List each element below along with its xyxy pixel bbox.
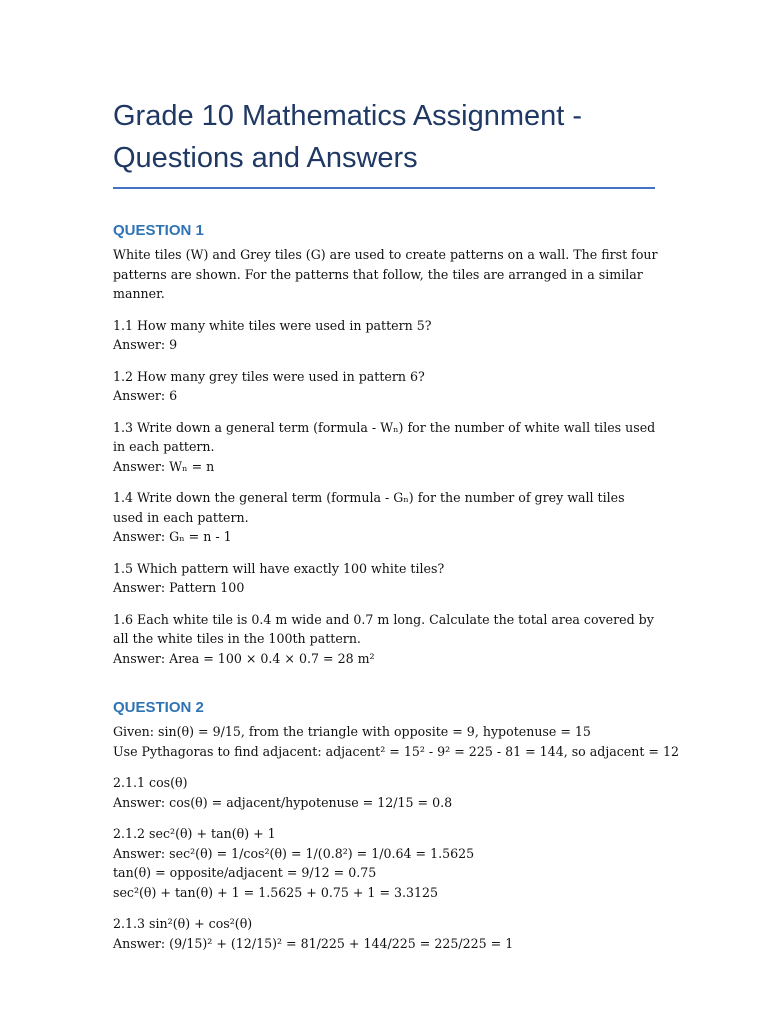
answer-text: sec²(θ) + tan(θ) + 1 = 1.5625 + 0.75 + 1 = 3.3125 (113, 884, 439, 900)
question-1-section (113, 221, 658, 668)
question-text: 1.3 Write down a general term (formula - Wₙ) for the number of white wall tiles used in each pattern. (113, 419, 656, 454)
answer-text: Answer: 6 (113, 388, 178, 403)
question-text: 2.1.1 cos(θ) (113, 775, 188, 790)
answer-text: Answer: Area = 100 × 0.4 × 0.7 = 28 m² (113, 650, 375, 666)
question-text: 1.2 How many grey tiles were used in pattern 6? (113, 368, 425, 384)
document-content (113, 95, 680, 953)
question-text: 1.1 How many white tiles were used in pattern 5? (113, 317, 432, 333)
document-title: Grade 10 Mathematics Assignment - Questions and Answers (113, 100, 583, 174)
question-1-1 (113, 316, 658, 355)
question-2-1-2 (113, 824, 658, 902)
answer-text: Answer: Gₙ = n - 1 (113, 529, 232, 544)
question-1-4 (113, 488, 658, 547)
question-text: 2.1.2 sec²(θ) + tan(θ) + 1 (113, 826, 276, 841)
question-1-3 (113, 418, 658, 477)
answer-text: Answer: 9 (113, 337, 178, 352)
pythagoras-text: Use Pythagoras to find adjacent: adjacent² = 15² - 9² = 225 - 81 = 144, so adjacent = 12 (113, 743, 680, 759)
answer-text: Answer: Wₙ = n (113, 458, 215, 474)
title-underline (113, 187, 655, 189)
question-1-heading: QUESTION 1 (113, 222, 204, 239)
question-text: 1.5 Which pattern will have exactly 100 white tiles? (113, 560, 445, 576)
question-1-6 (113, 610, 658, 669)
question-1-5 (113, 559, 658, 598)
question-2-intro (113, 722, 680, 761)
question-text: 2.1.3 sin²(θ) + cos²(θ) (113, 916, 253, 931)
question-2-heading: QUESTION 2 (113, 699, 204, 716)
question-text: 1.4 Write down the general term (formula - Gₙ) for the number of grey wall tiles used in each pattern. (113, 490, 625, 525)
question-2-section (113, 698, 680, 953)
answer-text: Answer: Pattern 100 (113, 580, 245, 595)
given-text: Given: sin(θ) = 9/15, from the triangle with opposite = 9, hypotenuse = 15 (113, 724, 591, 739)
answer-text: Answer: (9/15)² + (12/15)² = 81/225 + 144/225 = 225/225 = 1 (113, 935, 514, 951)
question-2-1-1 (113, 773, 658, 812)
question-2-1-3 (113, 914, 658, 953)
answer-text: Answer: sec²(θ) = 1/cos²(θ) = 1/(0.8²) = 1/0.64 = 1.5625 (113, 845, 475, 861)
question-1-intro: White tiles (W) and Grey tiles (G) are used to create patterns on a wall. The first four patterns are shown. For the patterns that follow, the tiles are arranged in a similar manner. (113, 247, 658, 301)
question-text: 1.6 Each white tile is 0.4 m wide and 0.7 m long. Calculate the total area covered by all the white tiles in the 100th pattern. (113, 611, 654, 646)
answer-text: tan(θ) = opposite/adjacent = 9/12 = 0.75 (113, 865, 377, 880)
question-1-2 (113, 367, 658, 406)
answer-text: Answer: cos(θ) = adjacent/hypotenuse = 12/15 = 0.8 (113, 794, 453, 810)
